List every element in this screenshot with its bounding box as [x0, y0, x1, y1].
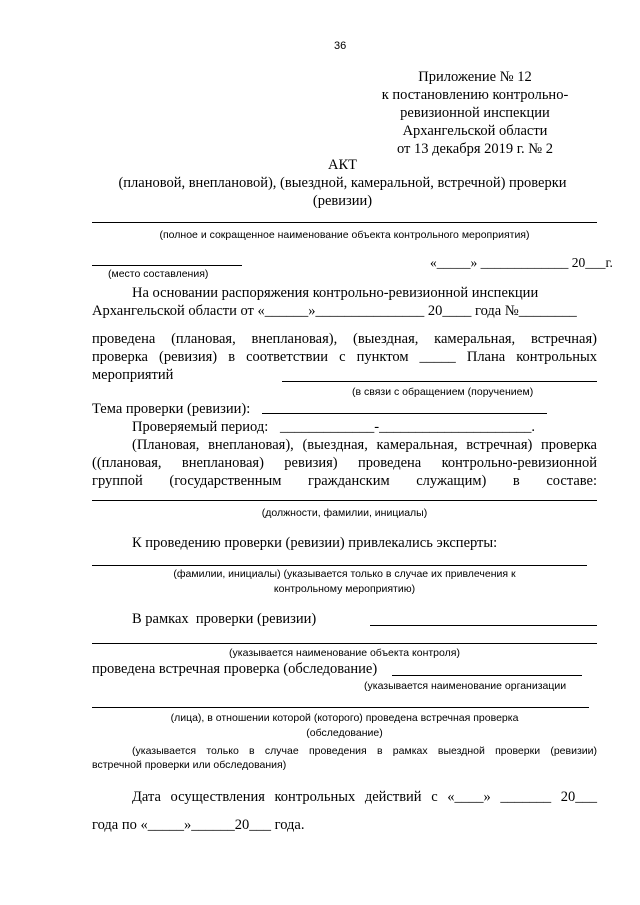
experts-caption-2: контрольному мероприятию) — [273, 583, 416, 595]
topic-line[interactable] — [262, 413, 547, 414]
note-line-2: встречной проверки или обследования) — [92, 759, 287, 771]
date-field[interactable]: «_____» _____________ 20___г. — [430, 255, 613, 270]
persons-caption-2: (обследование) — [306, 727, 383, 739]
appeal-line[interactable] — [282, 381, 597, 382]
act-subtitle-1: (плановой, внеплановой), (выездной, камеральной, встречной) проверки — [118, 175, 567, 191]
counter-check-label: проведена встречная проверка (обследование) — [92, 661, 378, 677]
appendix-line-5: от 13 декабря 2019 г. № 2 — [396, 141, 554, 157]
period-label: Проверяемый период: — [132, 419, 269, 435]
experts-line[interactable] — [92, 565, 587, 566]
appendix-line-3: ревизионной инспекции — [400, 105, 550, 121]
positions-caption: (должности, фамилии, инициалы) — [261, 507, 428, 519]
basis-line-2: Архангельской области от «______»_______________ 20____ года №________ — [92, 303, 577, 319]
appendix-line-4: Архангельской области — [402, 123, 548, 139]
framework-line[interactable] — [370, 625, 597, 626]
conducted-line-2: проверка (ревизия) в соответствии с пунктом _____ Плана контрольных — [92, 349, 597, 365]
org-caption: (указывается наименование организации — [364, 680, 567, 692]
control-object-line[interactable] — [92, 643, 597, 644]
appendix-line-1: Приложение № 12 — [418, 69, 532, 85]
group-line-3: группой (государственным гражданским служащим) в составе: — [92, 473, 597, 489]
note-line-1: (указывается только в случае проведения в рамках выездной проверки (ревизии) — [132, 745, 597, 757]
act-subtitle-2: (ревизии) — [312, 193, 373, 209]
persons-caption-1: (лица), в отношении которой (которого) проведена встречная проверка — [170, 712, 519, 724]
place-line[interactable] — [92, 265, 242, 266]
positions-line[interactable] — [92, 500, 597, 501]
object-name-caption: (полное и сокращенное наименование объекта контрольного мероприятия) — [159, 229, 530, 241]
control-object-caption: (указывается наименование объекта контроля) — [229, 647, 460, 659]
act-title: АКТ — [328, 157, 357, 173]
counter-check-line[interactable] — [392, 675, 582, 676]
dates-line-2: года по «_____»______20___ года. — [92, 817, 305, 833]
persons-line[interactable] — [92, 707, 589, 708]
topic-label: Тема проверки (ревизии): — [92, 401, 251, 417]
dates-line-1: Дата осуществления контрольных действий с «____» _______ 20___ — [132, 789, 597, 805]
appeal-caption: (в связи с обращением (поручением) — [352, 386, 534, 398]
basis-line-1: На основании распоряжения контрольно-ревизионной инспекции — [132, 285, 539, 301]
framework-label: В рамках проверки (ревизии) — [132, 611, 317, 627]
conducted-line-1: проведена (плановая, внеплановая), (выездная, камеральная, встречная) — [92, 331, 597, 347]
experts-caption-1: (фамилии, инициалы) (указывается только в случае их привлечения к — [173, 568, 516, 580]
page-number: 36 — [334, 40, 347, 52]
group-line-2: ((плановая, внеплановая) ревизия) проведена контрольно-ревизионной — [92, 455, 597, 471]
group-line-1: (Плановая, внеплановая), (выездная, камеральная, встречная) проверка — [132, 437, 597, 453]
object-name-line[interactable] — [92, 222, 597, 223]
conducted-line-3: мероприятий — [92, 367, 174, 383]
experts-label: К проведению проверки (ревизии) привлекались эксперты: — [132, 535, 498, 551]
place-caption: (место составления) — [108, 268, 209, 280]
period-field[interactable]: _____________-_____________________. — [280, 419, 535, 435]
appendix-line-2: к постановлению контрольно- — [381, 87, 569, 103]
